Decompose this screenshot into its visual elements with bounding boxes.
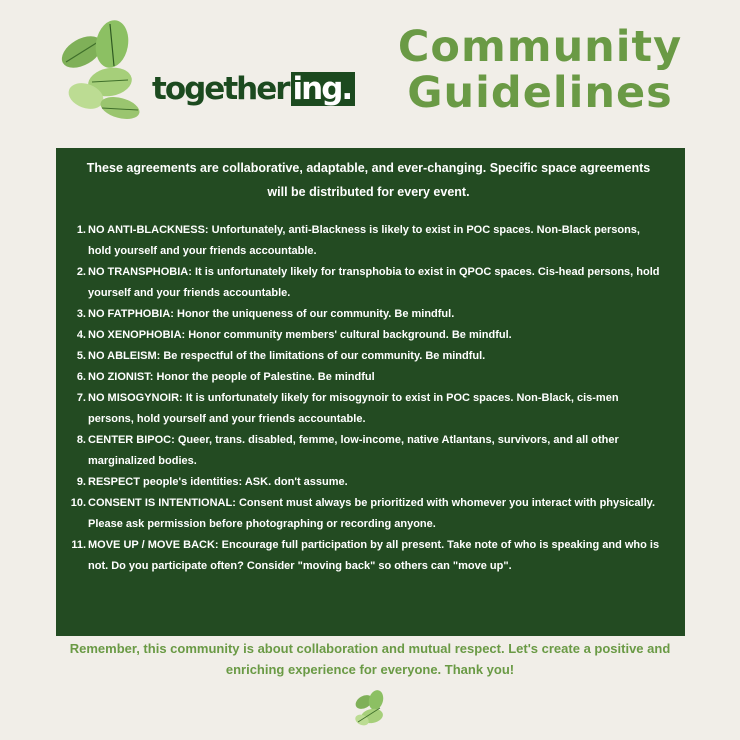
logo-wordmark bbox=[152, 72, 355, 106]
rule-item bbox=[74, 346, 663, 367]
rule-number: 9. bbox=[76, 476, 86, 488]
rule-item bbox=[70, 493, 663, 535]
rule-text: NO MISOGYNOIR: It is unfortunately likely for misogynoir to exist in POC spaces. Non-Black, cis-men persons, hold yourself and your friends accountable. bbox=[88, 392, 619, 425]
rule-number: 7. bbox=[76, 392, 86, 404]
rule-text: CENTER BIPOC: Queer, trans. disabled, femme, low-income, native Atlantans, survivors, and all other marginalized bodies. bbox=[88, 434, 619, 467]
rule-number: 8. bbox=[76, 434, 86, 446]
rule-item bbox=[74, 262, 663, 304]
rule-item bbox=[74, 367, 663, 388]
rule-number: 2. bbox=[76, 266, 86, 278]
rule-number: 10. bbox=[70, 497, 86, 509]
logo-word-main: together bbox=[152, 71, 289, 107]
rules-list bbox=[70, 220, 663, 577]
rule-item bbox=[74, 220, 663, 262]
rule-text: NO TRANSPHOBIA: It is unfortunately likely for transphobia to exist in QPOC spaces. Cis-head persons, hold yourself and your friends accountable. bbox=[88, 266, 660, 299]
rule-item bbox=[71, 535, 663, 577]
page-title-line1: Community bbox=[397, 22, 683, 72]
rule-text: CONSENT IS INTENTIONAL: Consent must always be prioritized with whomever you interact with physically. Please ask permission before photographing or recording anyone. bbox=[88, 497, 655, 530]
rule-text: MOVE UP / MOVE BACK: Encourage full participation by all present. Take note of who is speaking and who is not. Do you participate often? Consider "moving back" so others can "move up". bbox=[88, 539, 660, 572]
leaf-icon bbox=[350, 688, 390, 730]
rule-item bbox=[74, 325, 663, 346]
rule-number: 5. bbox=[76, 350, 86, 362]
rule-text: NO ZIONIST: Honor the people of Palestine. Be mindful bbox=[88, 371, 375, 383]
rule-number: 1. bbox=[76, 224, 86, 236]
rule-text: NO ANTI-BLACKNESS: Unfortunately, anti-Blackness is likely to exist in POC spaces. Non-Black persons, hold yourself and your friends accountable. bbox=[88, 224, 640, 257]
footer-note: Remember, this community is about collaboration and mutual respect. Let's create a positive and enriching experience for everyone. Thank you! bbox=[69, 641, 671, 677]
rule-number: 4. bbox=[76, 329, 86, 341]
rule-text: RESPECT people's identities: ASK. don't assume. bbox=[88, 476, 348, 488]
logo bbox=[52, 18, 352, 126]
rule-text: NO XENOPHOBIA: Honor community members' cultural background. Be mindful. bbox=[88, 329, 512, 341]
rule-text: NO ABLEISM: Be respectful of the limitations of our community. Be mindful. bbox=[88, 350, 486, 362]
rule-number: 11. bbox=[71, 539, 86, 551]
logo-word-suffix: ing. bbox=[291, 72, 356, 106]
rule-number: 6. bbox=[76, 371, 86, 383]
rule-item bbox=[74, 304, 663, 325]
rule-item bbox=[74, 430, 663, 472]
guidelines-panel bbox=[56, 148, 685, 636]
intro-text: These agreements are collaborative, adaptable, and ever-changing. Specific space agreements will be distributed for every event. bbox=[86, 161, 651, 199]
rule-item bbox=[74, 472, 663, 493]
rule-number: 3. bbox=[76, 308, 86, 320]
page-title-line2: Guidelines bbox=[407, 68, 673, 118]
rule-item bbox=[74, 388, 663, 430]
rule-text: NO FATPHOBIA: Honor the uniqueness of our community. Be mindful. bbox=[88, 308, 455, 320]
page-title bbox=[380, 24, 700, 116]
